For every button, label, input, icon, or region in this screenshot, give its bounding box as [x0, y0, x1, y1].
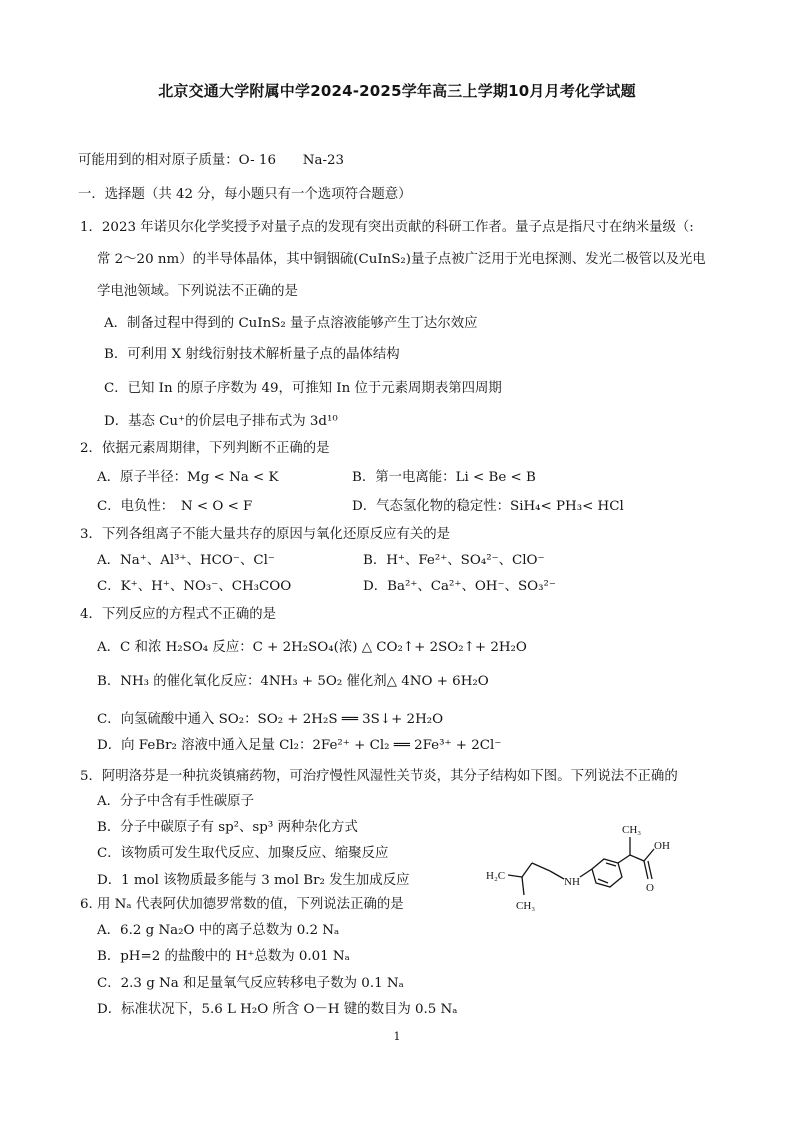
- q5-option-d: D．1 mol 该物质最多能与 3 mol Br₂ 发生加成反应: [97, 873, 410, 888]
- q3-stem: 3．下列各组离子不能大量共存的原因与氧化还原反应有关的是: [80, 527, 451, 542]
- q4-option-c: C．向氢硫酸中通入 SO₂：SO₂ + 2H₂S ══ 3S↓+ 2H₂O: [97, 712, 444, 727]
- q6-stem: 6. 用 Nₐ 代表阿伏加德罗常数的值，下列说法正确的是: [80, 897, 404, 912]
- q3-option-d: D．Ba²⁺、Ca²⁺、OH⁻、SO₃²⁻: [363, 579, 556, 594]
- q5-option-b: B．分子中碳原子有 sp²、sp³ 两种杂化方式: [97, 820, 358, 835]
- mol-label-h2c: H₂C: [486, 870, 506, 882]
- mol-label-oh: OH: [654, 840, 670, 852]
- q6-option-c: C．2.3 g Na 和足量氧气反应转移电子数为 0.1 Nₐ: [97, 976, 404, 991]
- q2-option-a: A．原子半径：Mg < Na < K: [97, 470, 279, 485]
- q1-option-b: B．可利用 X 射线衍射技术解析量子点的晶体结构: [104, 347, 400, 362]
- mol-label-ch3-top: CH₃: [622, 824, 642, 836]
- q2-option-d: D．气态氢化物的稳定性：SiH₄< PH₃< HCl: [352, 499, 624, 514]
- molecule-structure: [480, 815, 700, 915]
- q2-option-b: B．第一电离能：Li < Be < B: [352, 470, 536, 485]
- atomic-masses: 可能用到的相对原子质量：O- 16 Na-23: [78, 153, 345, 168]
- q5-option-c: C．该物质可发生取代反应、加聚反应、缩聚反应: [97, 846, 389, 861]
- mol-label-nh: NH: [564, 876, 580, 888]
- q1-option-c: C．已知 In 的原子序数为 49，可推知 In 位于元素周期表第四周期: [104, 381, 502, 396]
- q6-option-a: A．6.2 g Na₂O 中的离子总数为 0.2 Nₐ: [97, 923, 340, 938]
- q3-option-a: A．Na⁺、Al³⁺、HCO⁻、Cl⁻: [97, 553, 275, 568]
- q2-option-c: C．电负性： N < O < F: [97, 499, 253, 514]
- q1-stem-line3: 学电池领域。下列说法不正确的是: [97, 284, 298, 299]
- q1-stem-line1: 1．2023 年诺贝尔化学奖授予对量子点的发现有突出贡献的科研工作者。量子点是指尺寸在纳米量级（:: [80, 220, 694, 235]
- q4-option-d: D．向 FeBr₂ 溶液中通入足量 Cl₂：2Fe²⁺ + Cl₂ ══ 2Fe³⁺ + 2Cl⁻: [97, 738, 502, 753]
- q2-stem: 2．依据元素周期律，下列判断不正确的是: [80, 441, 330, 456]
- page-title: 北京交通大学附属中学2024-2025学年高三上学期10月月考化学试题: [158, 82, 636, 100]
- mol-label-o: O: [646, 882, 654, 894]
- section-heading: 一．选择题（共 42 分，每小题只有一个选项符合题意）: [78, 187, 412, 202]
- q6-option-d: D．标准状况下，5.6 L H₂O 所含 O－H 键的数目为 0.5 Nₐ: [97, 1002, 458, 1017]
- q6-option-b: B．pH=2 的盐酸中的 H⁺总数为 0.01 Nₐ: [97, 949, 350, 964]
- mol-label-ch3-bottom: CH₃: [516, 900, 536, 912]
- q3-option-c: C．K⁺、H⁺、NO₃⁻、CH₃COO: [97, 579, 292, 594]
- q3-option-b: B．H⁺、Fe²⁺、SO₄²⁻、ClO⁻: [363, 553, 545, 568]
- q1-option-a: A．制备过程中得到的 CuInS₂ 量子点溶液能够产生丁达尔效应: [104, 316, 478, 331]
- q5-stem: 5．阿明洛芬是一种抗炎镇痛药物，可治疗慢性风湿性关节炎，其分子结构如下图。下列说法不正确的: [80, 769, 678, 784]
- q1-option-d: D．基态 Cu⁺的价层电子排布式为 3d¹⁰: [104, 414, 338, 429]
- q4-stem: 4．下列反应的方程式不正确的是: [80, 607, 276, 622]
- q1-stem-line2: 常 2～20 nm）的半导体晶体，其中铜铟硫(CuInS₂)量子点被广泛用于光电探测、发光二极管以及光电: [97, 252, 706, 267]
- q4-option-b: B．NH₃ 的催化氧化反应：4NH₃ + 5O₂ 催化剂△ 4NO + 6H₂O: [97, 674, 489, 689]
- q5-option-a: A．分子中含有手性碳原子: [97, 794, 254, 809]
- page-number: 1: [393, 1030, 401, 1043]
- q4-option-a: A．C 和浓 H₂SO₄ 反应：C + 2H₂SO₄(浓) △ CO₂↑+ 2SO₂↑+ 2H₂O: [97, 640, 527, 655]
